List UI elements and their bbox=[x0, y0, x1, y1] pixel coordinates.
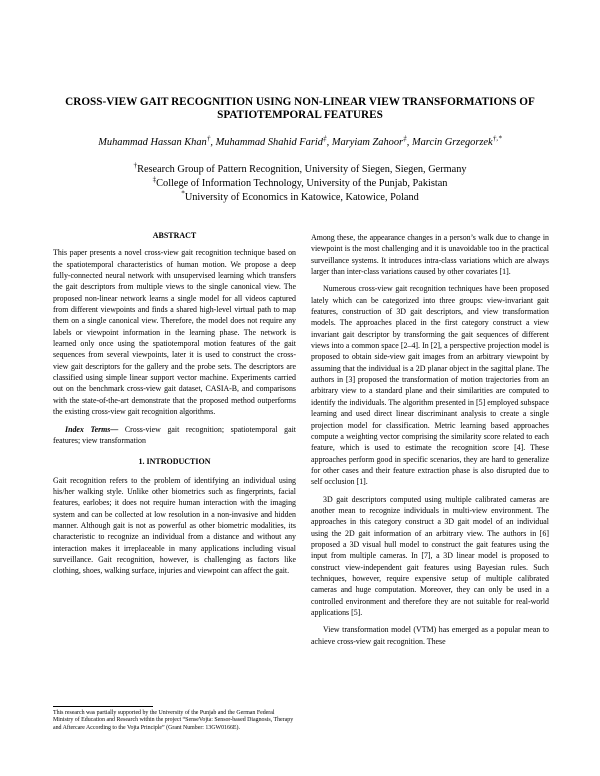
author-mark: † bbox=[206, 134, 211, 143]
funding-footnote: This research was partially supported by the University of the Punjab and the German Federal Ministry of Education and Research within the project “SenseVojta: Sensor-based Diagnosis, Therapy and Aftercare According to the Vojta Principle” (Grant Number: 13GW0166E). bbox=[53, 710, 294, 731]
author-name: Muhammad Shahid Farid bbox=[215, 137, 323, 148]
paragraph: View transformation model (VTM) has emerged as a popular mean to achieve cross-view gait recognition. These bbox=[311, 625, 549, 646]
index-terms-label: Index Terms— bbox=[65, 424, 119, 434]
abstract-heading: ABSTRACT bbox=[152, 231, 197, 240]
author-mark: ‡ bbox=[403, 134, 407, 143]
affiliation-text: Research Group of Pattern Recognition, University of Siegen, Siegen, Germany bbox=[137, 164, 467, 175]
paragraph: 3D gait descriptors computed using multiple calibrated cameras are another mean to recognize individuals in multi-view environment. The approaches in this category construct a 3D gait model of an individual using the 2D gait information of an arbitrary view. The authors in [6] proposed a 3D visual hull model to construct the gait features using the input from multiple cameras. In [7], a 3D linear model is proposed to construct view-independent gait features using Bayesian rules. Such techniques, however, require expensive setup of multiple calibrated cameras and huge computation. Moreover, they can only be used in a controlled environment and therefore they are not suitable for real-world applications [5]. bbox=[311, 494, 549, 617]
affiliation bbox=[40, 163, 560, 177]
author-list: Muhammad Hassan Khan†, Muhammad Shahid Farid‡, Maryiam Zahoor‡, Marcin Grzegorzek†,* bbox=[98, 134, 502, 148]
author-name: Maryiam Zahoor bbox=[331, 137, 404, 148]
affiliation bbox=[40, 191, 560, 205]
title-line-2: SPATIOTEMPORAL FEATURES bbox=[217, 109, 383, 121]
affiliation-mark: * bbox=[181, 189, 185, 198]
affiliation-text: University of Economics in Katowice, Katowice, Poland bbox=[184, 192, 419, 203]
right-column bbox=[311, 232, 549, 653]
affiliation-text: College of Information Technology, University of the Punjab, Pakistan bbox=[156, 178, 448, 189]
author-mark: †,* bbox=[492, 134, 502, 143]
paragraph: Numerous cross-view gait recognition techniques have been proposed lately which can be categorized into three groups: view-invariant gait features, construction of 3D gait descriptors, and view transformation models. The approaches placed in the first category construct a view invariant gait descriptor by transforming the gait sequences of different views into a common space [2–4]. In [2], a perspective projection model is proposed to obtain side-view gait images from an arbitrary viewpoint by assuming that the individual is a 2D planar object in the sagittal plane. The authors in [3] proposed the transformation of motion trajectories from an arbitrary view to a standard plane and their similarities are computed to identify the individuals. The algorithm presented in [5] employed subspace learning and used direct linear discriminant analysis to create a single projection model for classification. Metric learning based approaches compute a weighting vector comprising the similarity score related to each feature, which is used to estimate the recognition score [4]. These approaches perform good in specific scenarios, they are hard to generalize for other cases and their feature extraction phase is also disrupted due to self occlusion [1]. bbox=[311, 284, 549, 487]
abstract-body: This paper presents a novel cross-view gait recognition technique based on the spatiotemporal characteristics of human motion. We propose a deep fully-connected neural network with unsupervised learning which transfers the gait descriptors from multiple views to the single canonical view. The proposed non-linear network learns a single model for all videos captured from different viewpoints and finds a shared high-level virtual path to map them on a single canonical view. Therefore, the model does not require any labels or viewpoint information in the learning phase. The network is learned only once using the spatiotemporal motion features of the gait sequences from several viewpoints, later it is used to construct the cross-view gait descriptors for the gallery and the probe sets. The descriptors are classified using simple linear support vector machine. Experiments carried out on the benchmark cross-view gait dataset, CASIA-B, and comparisons with the state-of-the-art demonstrate that the proposed method outperforms the existing cross-view gait recognition algorithms. bbox=[53, 248, 296, 417]
paper-title bbox=[40, 96, 560, 122]
paragraph: Among these, the appearance changes in a person’s walk due to change in viewpoint is the most challenging and it is unavoidable too in the practical surveillance systems. It introduces intra-class variations which are always larger than inter-class variations caused by other covariates [1]. bbox=[311, 233, 549, 277]
author-name: Marcin Grzegorzek bbox=[411, 137, 493, 148]
affiliation-mark: † bbox=[133, 161, 138, 170]
intro-heading: 1. INTRODUCTION bbox=[138, 457, 211, 467]
affiliation bbox=[40, 177, 560, 191]
left-column bbox=[53, 230, 296, 583]
index-terms bbox=[53, 424, 296, 447]
intro-body: Gait recognition refers to the problem of identifying an individual using his/her walking style. Unlike other biometrics such as fingerprints, facial features, earlobes; it does not require human interaction with the imaging system and can be collected at low resolution in a non-invasive and hidden manner. Although gait is not as powerful as other biometric modalities, its characteristic to recognize an individual from a distance and without any interaction makes it irreplaceable in many applications including visual surveillance. Gait recognition, however, is challenging as factors like clothing, shoes, walking surface, injuries and viewpoint can affect the gait. bbox=[53, 475, 296, 576]
author-name: Muhammad Hassan Khan bbox=[98, 137, 207, 148]
affiliation-mark: ‡ bbox=[152, 175, 157, 184]
index-terms-text: Cross-view gait recognition; spatiotemporal gait features; view transformation bbox=[53, 424, 296, 445]
title-line-1: CROSS-VIEW GAIT RECOGNITION USING NON-LINEAR VIEW TRANSFORMATIONS OF bbox=[65, 96, 535, 108]
author-mark: ‡ bbox=[322, 134, 327, 143]
affiliation-list bbox=[40, 163, 560, 205]
footnote-rule bbox=[53, 706, 153, 707]
